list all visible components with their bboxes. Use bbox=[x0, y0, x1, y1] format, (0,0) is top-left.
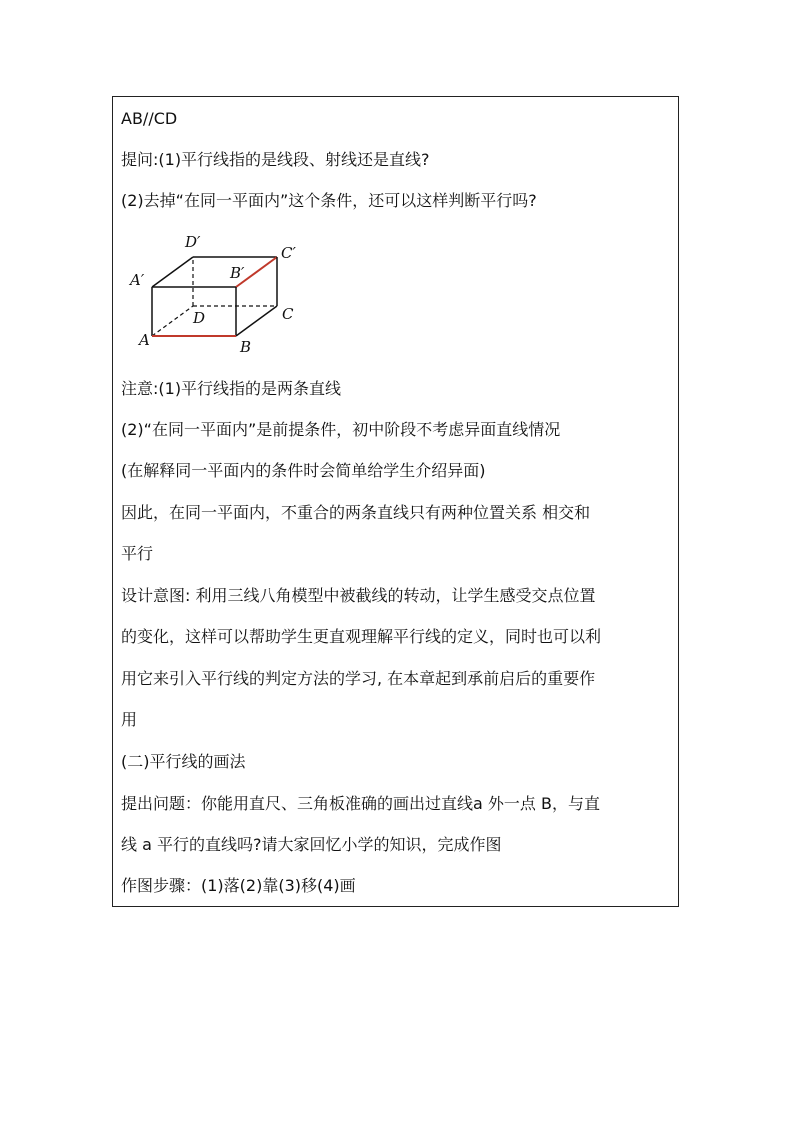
label-D1: D′ bbox=[185, 233, 201, 251]
label-B: B bbox=[240, 338, 252, 356]
text-line-2: 提问:(1)平行线指的是线段、射线还是直线? bbox=[121, 150, 430, 169]
text-line-4: 注意:(1)平行线指的是两条直线 bbox=[121, 379, 342, 398]
text-line-11: 用它来引入平行线的判定方法的学习, 在本章起到承前启后的重要作 bbox=[121, 669, 596, 688]
edge-AD bbox=[152, 306, 193, 336]
text-line-15: 线 a 平行的直线吗?请大家回忆小学的知识，完成作图 bbox=[121, 835, 502, 854]
text-line-10: 的变化，这样可以帮助学生更直观理解平行线的定义，同时也可以利 bbox=[121, 627, 602, 646]
text-line-16: 作图步骤：(1)落(2)靠(3)移(4)画 bbox=[121, 876, 356, 895]
section-heading: (二)平行线的画法 bbox=[121, 752, 246, 771]
text-line-9: 设计意图: 利用三线八角模型中被截线的转动，让学生感受交点位置 bbox=[121, 586, 596, 605]
edge-A1D1 bbox=[152, 257, 193, 287]
text-line-3: (2)去掉“在同一平面内”这个条件，还可以这样判断平行吗? bbox=[121, 191, 537, 210]
label-A1: A′ bbox=[130, 271, 145, 289]
text-line-1: AB//CD bbox=[121, 109, 178, 128]
label-C: C bbox=[282, 305, 294, 323]
label-B1: B′ bbox=[230, 264, 245, 282]
label-C1: C′ bbox=[281, 244, 296, 262]
text-line-12: 用 bbox=[121, 710, 138, 729]
text-line-5: (2)“在同一平面内”是前提条件，初中阶段不考虑异面直线情况 bbox=[121, 420, 561, 439]
cuboid-figure bbox=[127, 233, 327, 357]
text-line-14: 提出问题：你能用直尺、三角板准确的画出过直线a 外一点 B，与直 bbox=[121, 794, 600, 813]
label-A: A bbox=[139, 331, 150, 349]
text-line-8: 平行 bbox=[121, 544, 154, 563]
text-line-7: 因此，在同一平面内，不重合的两条直线只有两种位置关系 相交和 bbox=[121, 503, 591, 522]
edge-BC bbox=[236, 306, 277, 336]
label-D: D bbox=[193, 309, 206, 327]
text-line-6: (在解释同一平面内的条件时会简单给学生介绍异面) bbox=[121, 461, 486, 480]
document-table-cell bbox=[112, 96, 679, 907]
